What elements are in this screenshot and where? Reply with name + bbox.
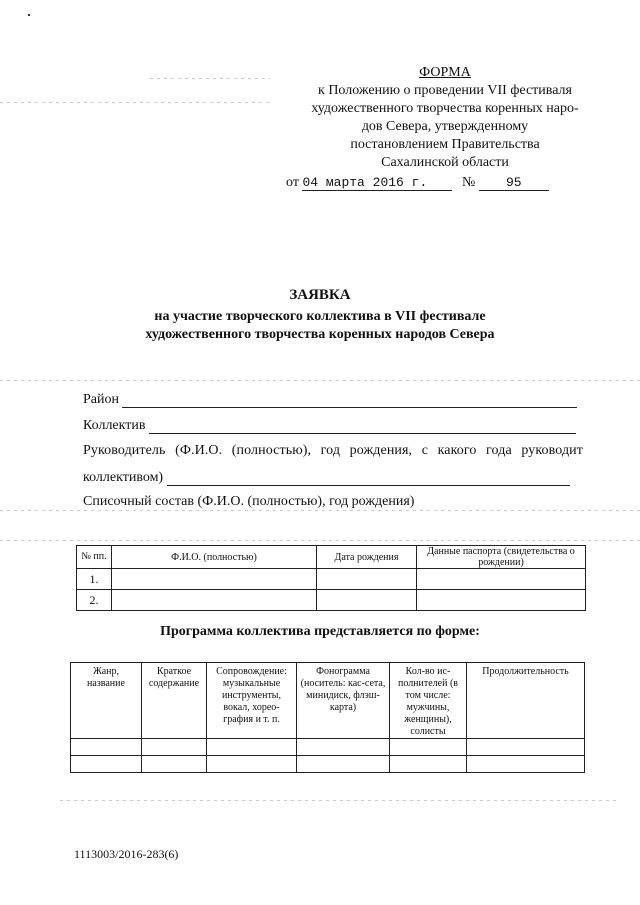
number-value: 95 [479,175,549,191]
page-subtitle: на участие творческого коллектива в VII фестивале [154,309,486,324]
col-passport-header: Данные паспорта (свидетельства о рождении) [417,546,586,569]
table-cell[interactable] [207,756,297,773]
table-cell[interactable] [390,756,467,773]
program-heading: Программа коллектива представляется по форме: [160,624,480,639]
table-cell[interactable] [467,739,585,756]
row-number: 2. [77,590,112,611]
leader-input-line[interactable] [167,472,570,486]
header-line: дов Севера, утвержденному [361,119,529,134]
table-cell[interactable] [417,590,586,611]
table-cell[interactable] [297,756,390,773]
table-cell[interactable] [467,756,585,773]
header-date-line [286,175,549,191]
scan-noise [0,102,270,103]
header-line: к Положению о проведении VII фестиваля [318,83,572,98]
district-input-line[interactable] [122,394,577,408]
col-number-header: № пп. [77,546,112,569]
table-cell[interactable] [112,569,317,590]
date-prefix: от [286,175,299,190]
page-title: ЗАЯВКА [289,287,351,303]
table-cell[interactable] [317,590,417,611]
header-line: художественного творчества коренных наро- [311,101,579,116]
table-row [71,756,585,773]
table-cell[interactable] [297,739,390,756]
scan-speck [28,14,30,16]
leader-label-line2: коллективом) [83,470,164,485]
header-line: Сахалинской области [381,155,509,170]
table-cell[interactable] [390,739,467,756]
header-line: постановлением Правительства [350,137,540,152]
document-code: 1113003/2016-283(6) [74,847,179,861]
scan-noise [0,380,640,381]
leader-label-line1: Руководитель (Ф.И.О. (полностью), год рождения, с какого года руководит [83,443,583,458]
table-cell[interactable] [71,739,142,756]
leader-field [83,470,570,486]
col-accompaniment-header: Сопровождение: музыкальные инструменты, вокал, хорео-графия и т. п. [207,663,297,739]
collective-label: Коллектив [83,418,146,433]
table-row [77,569,586,590]
col-name-header: Ф.И.О. (полностью) [112,546,317,569]
col-duration-header: Продолжительность [467,663,585,739]
col-birthdate-header: Дата рождения [317,546,417,569]
district-label: Район [83,392,119,407]
table-cell[interactable] [142,756,207,773]
form-header [280,64,610,172]
roster-table [76,545,586,611]
roster-label: Списочный состав (Ф.И.О. (полностью), год рождения) [83,494,415,509]
table-cell[interactable] [71,756,142,773]
col-genre-header: Жанр, название [71,663,142,739]
scan-noise [0,540,640,541]
scan-noise [60,800,620,801]
col-performers-header: Кол-во ис-полнителей (в том числе: мужчины, женщины), солисты [390,663,467,739]
date-value: 04 марта 2016 г. [302,175,452,191]
col-phonogram-header: Фонограмма (носитель: кас-сета, минидиск, флэш-карта) [297,663,390,739]
table-cell[interactable] [317,569,417,590]
table-cell[interactable] [417,569,586,590]
collective-field [83,418,576,434]
table-row [77,590,586,611]
table-cell[interactable] [207,739,297,756]
table-cell[interactable] [142,739,207,756]
table-row [71,739,585,756]
table-cell[interactable] [112,590,317,611]
district-field [83,392,577,408]
row-number: 1. [77,569,112,590]
collective-input-line[interactable] [149,420,576,434]
number-prefix: № [461,175,476,190]
header-line: ФОРМА [419,65,471,80]
scan-noise [0,510,640,511]
scan-noise [150,78,270,79]
program-table [70,662,585,773]
page-subtitle: художественного творчества коренных народов Севера [145,327,495,342]
col-summary-header: Краткое содержание [142,663,207,739]
